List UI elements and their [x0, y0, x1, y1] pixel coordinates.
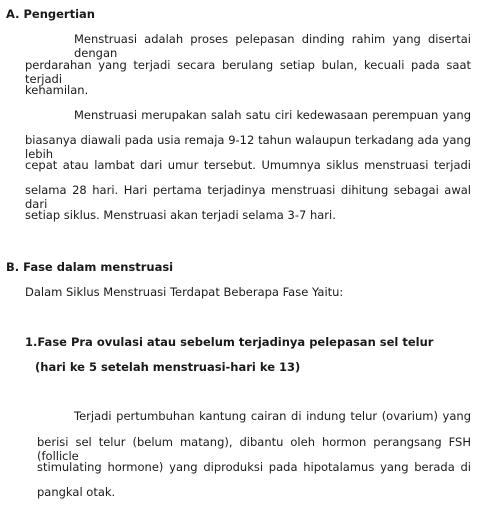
- section-b-intro: Dalam Siklus Menstruasi Terdapat Beberapa Fase Yaitu:: [25, 285, 344, 299]
- section-a-para2-line3: cepat atau lambat dari umur tersebut. Umumnya siklus menstruasi terjadi: [25, 158, 471, 172]
- section-a-para2-line4: selama 28 hari. Hari pertama terjadinya menstruasi dihitung sebagai awal dari: [25, 183, 471, 211]
- section-b-heading: B. Fase dalam menstruasi: [6, 260, 174, 274]
- section-a-para1-line1: Menstruasi adalah proses pelepasan dinding rahim yang disertai dengan: [74, 32, 471, 60]
- phase-1-para-line2: berisi sel telur (belum matang), dibantu oleh hormon perangsang FSH (follicle: [37, 435, 471, 463]
- section-a-para2-line2: biasanya diawali pada usia remaja 9-12 tahun walaupun terkadang ada yang lebih: [25, 133, 471, 161]
- section-a-heading: A. Pengertian: [6, 7, 95, 21]
- phase-1-para-line4: pangkal otak.: [37, 485, 116, 499]
- section-a-para1-line3: kehamilan.: [25, 83, 89, 97]
- phase-1-para-line3: stimulating hormone) yang diproduksi pada hipotalamus yang berada di: [37, 460, 471, 474]
- phase-1-para-line1: Terjadi pertumbuhan kantung cairan di indung telur (ovarium) yang: [74, 409, 471, 423]
- section-a-para1-line2: perdarahan yang terjadi secara berulang setiap bulan, kecuali pada saat terjadi: [25, 58, 471, 86]
- section-a-para2-line5: setiap siklus. Menstruasi akan terjadi selama 3-7 hari.: [25, 208, 336, 222]
- phase-1-subtitle: (hari ke 5 setelah menstruasi-hari ke 13): [35, 360, 301, 374]
- section-a-para2-line1: Menstruasi merupakan salah satu ciri kedewasaan perempuan yang: [74, 108, 471, 122]
- phase-1-title: 1.Fase Pra ovulasi atau sebelum terjadinya pelepasan sel telur: [25, 335, 434, 349]
